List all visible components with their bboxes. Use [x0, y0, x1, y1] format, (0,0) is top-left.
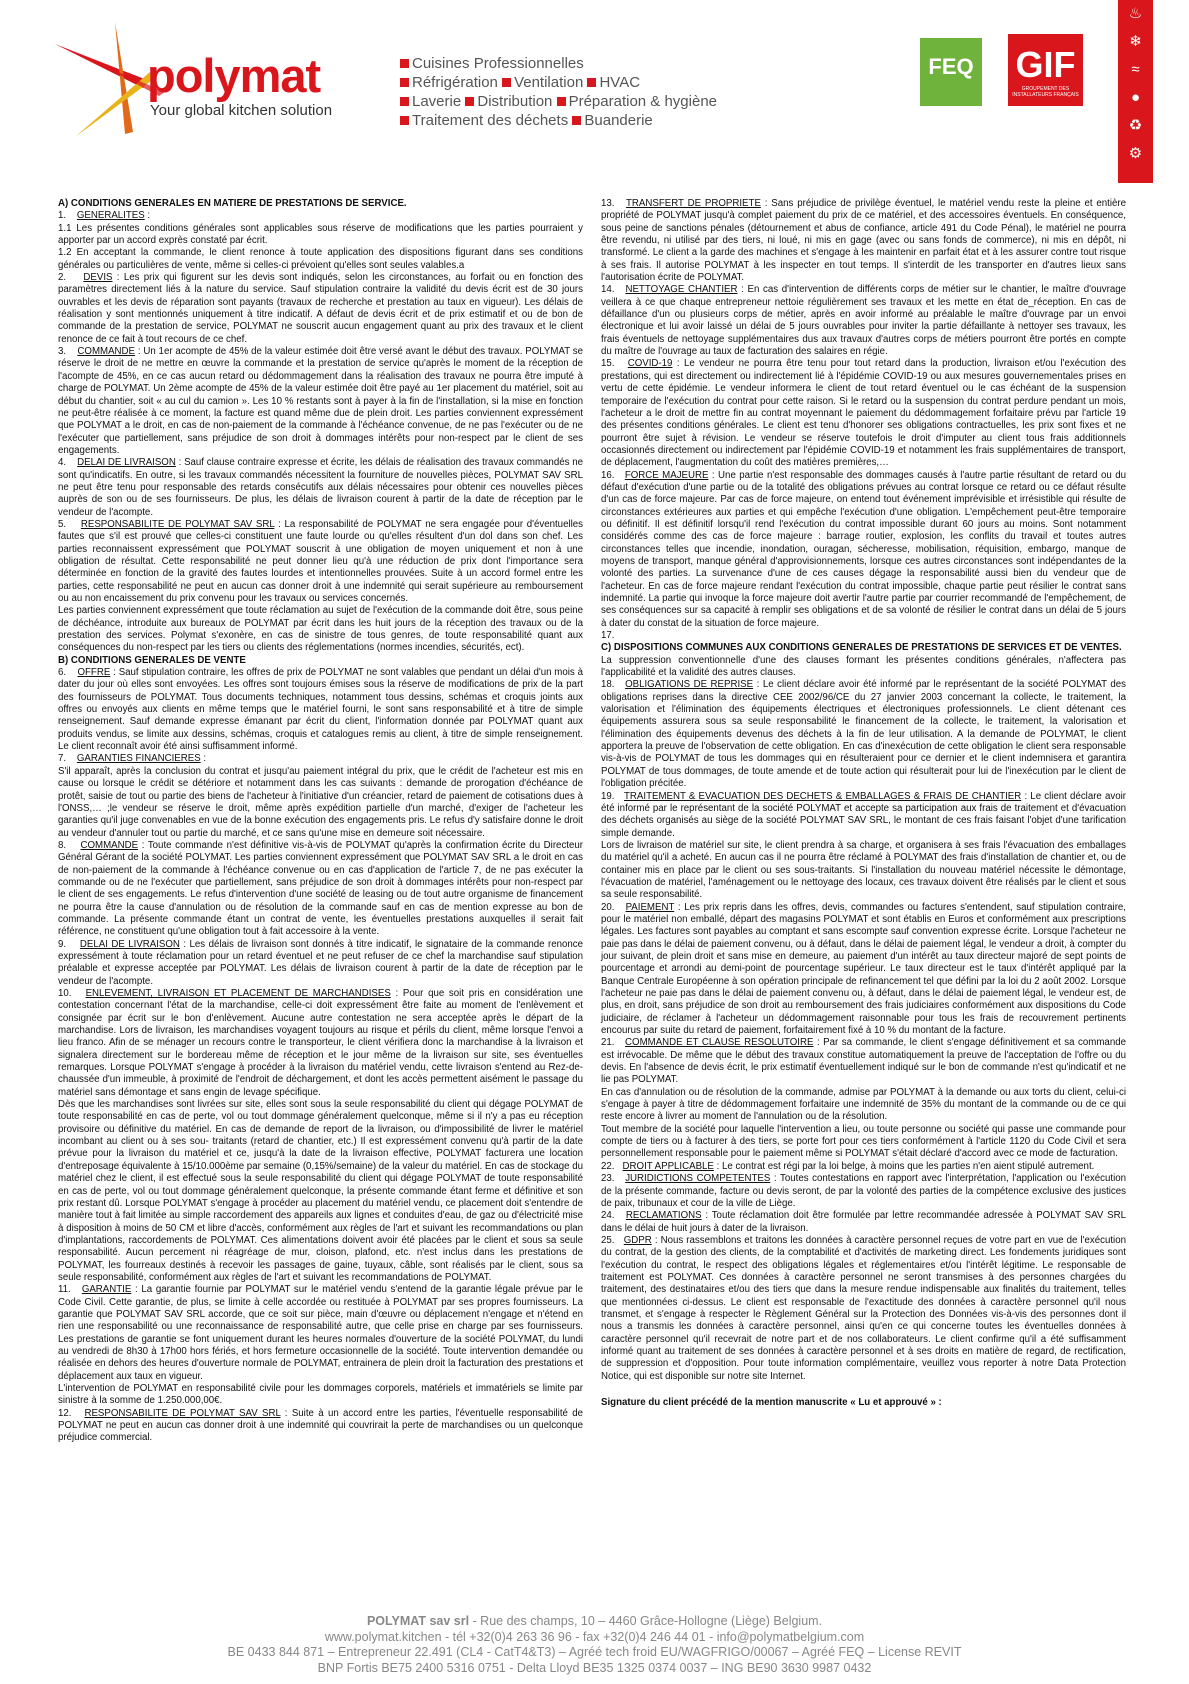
service-icon-bar [1118, 0, 1153, 183]
clause-9: 9. DELAI DE LIVRAISON : Les délais de livraison sont donnés à titre indicatif, le signataire de la commande renonce expressément à toute réclamation pour un retard éventuel et ne peut refuser de ce chef la marchandise sauf stipulation préalable et expresse acceptée par POLYMAT. Les délais de livraison courent à partir de la date de réception par le vendeur de l'acompte. [58, 938, 583, 987]
clause-1: 1. GENERALITES : [58, 210, 151, 222]
clause-11: 11. GARANTIE : La garantie fournie par POLYMAT sur le matériel vendu s'entend de la garantie légale prévue par le Code Civil. Cette garantie, de plus, se limite à celle accordée ou restituée à POLYMAT par ses propres fournisseurs. La garantie que POLYMAT SAV SRL accorde, que ce soit sur pièce, main d'œuvre ou déplacement n'engage et n'étend en rien une responsabilité ou une reconnaissance de responsabilité autre, que celle prise en charge par ses fournisseurs. Les prestations de garantie se font uniquement durant les heures normales d'ouverture de la société POLYMAT, du lundi au vendredi de 8h30 à 17h00 hors fériés, et hors fermeture occasionnelle de la société. Toute intervention demandée ou réalisée en dehors des heures d'ouverture normale de POLYMAT, entrainera de plein droit la facturation des prestations et déplacement aux taux en vigueur. [58, 1284, 583, 1382]
snowflake-icon: ❄ [1129, 33, 1142, 50]
wind-icon: ≈ [1131, 61, 1140, 78]
footer-address: POLYMAT sav srl - Rue des champs, 10 – 4460 Grâce-Hollogne (Liège) Belgium. [366, 1614, 823, 1628]
clause-7: 7. GARANTIES FINANCIERES : [58, 753, 207, 765]
clause-18: 18. OBLIGATIONS DE REPRISE : Le client déclare avoir été informé par le représentant de la société POLYMAT des obligations reprises dans la directive CEE 2002/96/CE du 27 janvier 2003 concernant la collecte, le traitement, la valorisation et l'élimination des équipements électriques et électroniques professionnels. Le client détenant ces équipements assurera sous sa seule responsabilité le financement de la collecte, le traitement, la valorisation et l'élimination des équipements devenus des déchets à la fin de leur utilisation. A la demande de POLYMAT, le client apportera la preuve de l'observation de cette obligation. En cas d'inexécution de cette obligation le client sera responsable vis-à-vis de POLYMAT de tous les dommages qui en résulteraient pour ce dernier et le client indemnisera et garantira POLYMAT de tous dommages, de toute amende et de toute action qui résulterait pour lui de l'inexécution par le client de l'obligation précitée. [601, 679, 1126, 790]
category-list [400, 54, 717, 130]
clause-5-b: Les parties conviennent expressément que toute réclamation au sujet de l'exécution de la commande doit être, sous peine de déchéance, introduite aux bureaux de POLYMAT par écrit dans les huit jours de la réception des travaux ou de la prestation des services. Polymat s'exonère, en cas de sinistre de tous genres, de toute responsabilité quant aux conséquences du non-respect par les tiers ou clients des réglementations (normes incendies, sécurités, ect). [58, 605, 583, 654]
terms-column-right [601, 198, 1126, 1409]
clause-1-1: 1.1 Les présentes conditions générales sont applicables sous réserve de modifications que les parties pourraient y apporter par un accord exprès constaté par écrit. [58, 222, 583, 247]
clause-16: 16. FORCE MAJEURE : Une partie n'est responsable des dommages causés à l'autre partie résultant de retard ou du défaut d'exécution d'une partie ou de la totalité des obligations prévues au contrat lorsque ce retard ou ce défaut résulte d'un cas de force majeure. Par cas de force majeure, on entend tout événement imprévisible et irrésistible qui résulte de circonstances extérieures aux parties et qui empêche l'exécution d'une obligation. L'empêchement peut-être temporaire ou définitif. Il est définitif lorsqu'il rend l'exécution du contrat impossible durant 60 jours au moins. Sont notamment considérés comme des cas de force majeure : barrage routier, explosion, les conflits du travail et toutes autres circonstances telles que incendie, inondation, ouragan, sécheresse, mobilisation, réquisition, embargo, manque de moyens de transport, manque général d'approvisionnements, lorsque ces autres circonstances sont indépendantes de la volonté des parties. La survenance d'une de ces causes dégage la responsabilité aussi bien du vendeur que de l'acheteur. En cas de force majeure rendant l'exécution du contrat impossible, chaque partie peut résilier le contrat sans indemnité. La partie qui invoque la force majeure doit avertir l'autre partie par courrier recommandé de l'empêchement, de ses conséquences sur sa capacité à remplir ses obligations et de sa volonté de résilier le contrat dans un délai de 5 jours à dater du constat de la situation de force majeure. [601, 469, 1126, 629]
clause-20: 20. PAIEMENT : Les prix repris dans les offres, devis, commandes ou factures s'entendent, sauf stipulation contraire, pour le matériel non emballé, départ des magasins POLYMAT et sont établis en Euros et conformément aux prescriptions légales. Les factures sont payables au comptant et sans escompte sauf convention expresse écrite. Lorsque l'acheteur ne paie pas dans le délai de paiement convenu, ou à défaut, dans le délai de paiement légal, le vendeur a droit, à compter du jour suivant, de plein droit et sans mise en demeure, au paiement d'un intérêt au taux directeur majoré de sept points de pourcentage et arrondi au demi-point de pourcentage supérieur. Le taux directeur est le taux d'intérêt appliqué par la Banque Centrale Européenne à son opération principale de refinancement tel que défini par la loi du 2 août 2002. Lorsque l'acheteur ne paie pas dans le délai de paiement convenu ou, à défaut, dans le délai de paiement légal, le vendeur est, de plus, en droit, sans préjudice de son droit au remboursement des frais judiciaires conformément aux dispositions du Code judiciaire, de réclamer à l'acheteur un dédommagement raisonnable pour tous les frais de recouvrement pertinents encourus par suite du retard de paiement, forfaitairement fixé à 10 % du montant de la facture. [601, 901, 1126, 1037]
terms-column-left [58, 198, 583, 1445]
section-heading-b: B) CONDITIONS GENERALES DE VENTE [58, 654, 246, 666]
clause-22: 22. DROIT APPLICABLE : Le contrat est régi par la loi belge, à moins que les parties n'en aient stipulé autrement. [601, 1160, 1095, 1172]
category-item: Distribution [477, 93, 553, 110]
flame-icon: ♨ [1128, 5, 1143, 22]
category-item: Ventilation [514, 74, 584, 91]
logo-name: polymat [147, 49, 321, 102]
section-heading-c: C) DISPOSITIONS COMMUNES AUX CONDITIONS GENERALES DE PRESTATIONS DE SERVICES ET DE VENTES. [601, 642, 1122, 654]
clause-1-2: 1.2 En acceptant la commande, le client renonce à toute application des dispositions figurant dans ses conditions générales ou particulières de vente, même si celles-ci prévoient qu'elles sont seules valables.a [58, 247, 583, 271]
page-header [0, 0, 1189, 185]
footer-registration: BE 0433 844 871 – Entrepreneur 22.491 (CL4 - CatT4&T3) – Agréé tech froid EU/WAGFRIGO/00067 – Agréé FEQ – License REVIT [227, 1645, 962, 1659]
category-item: Buanderie [584, 112, 653, 129]
clause-19: 19. TRAITEMENT & EVACUATION DES DECHETS & EMBALLAGES & FRAIS DE CHANTIER : Le client déclare avoir été informé par le représentant de la société POLYMAT et accepte sa participation aux frais de traitement et d'évacuation des déchets organisés au siège de la société POLYMAT SAV SRL, le montant de ces frais faisant l'objet d'une tarification simple demande. [601, 790, 1126, 839]
clause-7-text: S'il apparaît, après la conclusion du contrat et jusqu'au paiement intégral du prix, que le crédit de l'acheteur est mis en cause ou lorsque le crédit se détériore et notamment dans les cas suivants : demande de prorogation d'échéance de protêt, saisie de tout ou partie des biens de l'acheteur à l'initiative d'un créancier, retard de paiement de cotisations dues à l'ONSS,… ;le vendeur se réserve le droit, même après expédition partielle d'un marché, d'exiger de l'acheteur les garanties qu'il juge convenables en vue de la bonne exécution des engagements pris. Le refus d'y satisfaire donne le droit au vendeur d'annuler tout ou partie du marché, et ce sans qu'une mise en demeure soit nécessaire. [58, 765, 583, 839]
gif-badge: GIF GROUPEMENT DES INSTALLATEURS FRANÇAIS [1008, 34, 1083, 106]
clause-21-c: Tout membre de la société pour laquelle l'intervention a lieu, ou toute personne ou société qui passe une commande pour compte de tiers ou à facturer à des tiers, se porte fort pour ces tiers conformément à l'article 1120 du Code Civil et sera personnellement responsable pour le paiement même si POLYMAT s'était déclaré d'accord avec ce mode de facturation. [601, 1123, 1126, 1160]
category-item: HVAC [599, 74, 641, 91]
clause-24: 24. RECLAMATIONS : Toute réclamation doit être formulée par lettre recommandée adressée à POLYMAT SAV SRL dans le délai de huit jours à dater de la livraison. [601, 1210, 1126, 1234]
clause-14: 14. NETTOYAGE CHANTIER : En cas d'intervention de différents corps de métier sur le chantier, le maître d'ouvrage veillera à ce que chaque entrepreneur nettoie régulièrement ses travaux et les mette en état de_réception. En cas de défaillance d'un ou plusieurs corps de métier, après en avoir informé au préalable le maître d'ouvrage par un envoi électronique et lui avoir laissé un délai de 5 jours ouvrables pour inviter la partie défaillante à nettoyer ses travaux, les frais éventuels de nettoyage supplémentaires dus aux travaux d'autres corps de métiers pourront être portés en compte du maître de l'ouvrage au taux de facturation des salaires en régie. [601, 284, 1126, 358]
clause-25: 25. GDPR : Nous rassemblons et traitons les données à caractère personnel reçues de votre part en vue de l'exécution du contrat, de la gestion des clients, de la comptabilité et d'activités de marketing direct. Les fondements juridiques sont l'exécution du contrat, le respect des obligations légales et réglementaires et/ou l'intérêt légitime. Le responsable de traitement est POLYMAT. Ces données à caractère personnel ne seront transmises à des personnes chargées du traitement, des destinataires et/ou des tiers que dans la mesure rendue indispensable aux finalités du traitement, telles que mentionnées ci-dessus. Le client est responsable de l'exactitude des données à caractère personnel qu'il nous transmet, et s'engage à respecter le Règlement Général sur la Protection des Données vis-à-vis des personnes dont il nous a transmis les données à caractère personnel, ainsi qu'en ce qui concerne toutes les éventuelles données à caractère personnel qu'il recevrait de notre part et de nos collaborateurs. Le client confirme qu'il a été suffisamment informé quant au traitement de ses données à caractère personnel et à ses droits en matière de regard, de rectification, de suppression et d'opposition. Pour toute information complémentaire, veuillez vous reporter à notre Data Protection Notice, qui est disponible sur notre site Internet. [601, 1234, 1126, 1382]
clause-21: 21. COMMANDE ET CLAUSE RESOLUTOIRE : Par sa commande, le client s'engage définitivement et sa commande est irrévocable. De même que le début des travaux constitue automatiquement la preuve de l'acceptation de l'offre ou du devis. En l'absence de devis écrit, le prix estimatif éventuellement indiqué sur le bon de commande n'est qu'indicatif et ne lie pas POLYMAT. [601, 1037, 1126, 1086]
clause-8: 8. COMMANDE : Toute commande n'est définitive vis-à-vis de POLYMAT qu'après la confirmation écrite du Directeur Général Gérant de la société POLYMAT. Les parties conviennent expressément que POLYMAT SAV SRL a le droit en cas de non-paiement de la commande à l'échéance convenue ou en cas d'application de l'article 7, de ne pas exécuter la commande ou de ne l'exécuter que partiellement, sans préjudice de son droit à dommages intérêts pour non-respect par le client de ses engagements. Le refus d'intervention d'une société de leasing ou de tout autre organisme de financement ne pourra être la cause d'annulation ou de résolution de la commande sauf en cas de mention expresse au bon de commande. La présente commande étant un contrat de vente, les éventuelles prestations auxquelles il serait fait référence, ne constituent qu'une obligation tout à fait accessoire à la vente. [58, 839, 583, 938]
signature-line: Signature du client précédé de la mention manuscrite « Lu et approuvé » : [601, 1397, 942, 1408]
clause-23: 23. JURIDICTIONS COMPETENTES : Toutes contestations en rapport avec l'interprétation, l'application ou l'exécution de la présente commande, facture ou devis seront, de par la volonté des parties de la compétence exclusive des justices de paix, tribunaux et cour de la ville de Liège. [601, 1173, 1127, 1209]
clause-13: 13. TRANSFERT DE PROPRIETE : Sans préjudice de privilège éventuel, le matériel vendu reste la pleine et entière propriété de POLYMAT jusqu'à complet paiement du prix de ce matériel, et des accessoires éventuels. En conséquence, sous peine de sanctions pénales (détournement et abus de confiance, article 491 du Code Pénal), le matériel ne pourra être revendu, ni utilisé par des tiers, ni loué, ni mis en gage (avec ou sans fonds de commerce), ni mis en dépôt, ni transformé. Le client a la garde des machines et s'engage à les maintenir en parfait état et à les assurer contre tout risque à ses frais. Il autorise POLYMAT à les inspecter en tout temps. Il s'interdit de les transporter en d'autres lieux sans l'autorisation écrite de POLYMAT. [601, 198, 1126, 284]
logo-tagline: Your global kitchen solution [150, 102, 333, 119]
category-item: Laverie [412, 93, 462, 110]
footer-contact: www.polymat.kitchen - tél +32(0)4 263 36 96 - fax +32(0)4 246 44 01 - info@polymatbelgium.com [324, 1629, 865, 1644]
category-item: Réfrigération [412, 74, 498, 91]
category-item: Traitement des déchets [412, 112, 569, 129]
gear-icon: ⚙ [1128, 145, 1143, 162]
footer-bank: BNP Fortis BE75 2400 5316 0751 - Delta Lloyd BE35 1325 0374 0037 – ING BE90 3630 9987 0432 [317, 1660, 872, 1675]
clause-4: 4. DELAI DE LIVRAISON : Sauf clause contraire expresse et écrite, les délais de réalisation des travaux commandés ne sont qu'indicatifs. En outre, si les travaux commandés nécessitent la fourniture de nouvelles pièces, POLYMAT SAV SRL ne peut être tenu pour responsable des retards consécutifs aux délais nécessaires pour obtenir ces nouvelles pièces auprès de son ou de ses fournisseurs. De plus, les délais de livraison courent à partir de la date de réception par le vendeur de l'acompte. [58, 457, 583, 518]
feq-badge: FEQ [920, 38, 982, 106]
clause-10-b: Dès que les marchandises sont livrées sur site, elles sont sous la seule responsabilité du client qui dégage POLYMAT de toute responsabilité en cas de perte, vol ou tout dommage généralement quelconque, même si il n'y a pas eu réception provisoire ou définitive du matériel. En cas de demande de report de la livraison, ou d'impossibilité de livrer le matériel incombant au client ou à ses sou- traitants (retard de chantier, etc.) Il est expressément convenu qu'à partir de la date prévue pour la livraison du matériel et ce, jusqu'à la date de la livraison effective, POLYMAT facturera une location d'entreposage équivalente à 15/10.000ème par semaine (0,15%/semaine) de la valeur du matériel. En cas de stockage du matériel chez le client, il est effectué sous la seule responsabilité du client qui dégage POLYMAT de toute responsabilité en cas de perte, vol ou tout dommage généralement quelconque, la présente commande étant ferme et définitive et son prix restant dû. Lorsque POLYMAT s'engage à procéder au placement du matériel vendu, ce placement doit s'entendre de manière tout à fait limitée au simple raccordement des appareils aux lignes et conduites d'eau, de gaz ou d'électricité mise à disposition à moins de 50 CM et libre d'accès, conformément aux règles de l'art et suivant les recommandations ou plan d'implantations, raccordements de POLYMAT. Ces alimentations doivent avoir été placées par le client et sous sa seule responsabilité. Aucun percement ni réagréage de mur, cloison, plafond, etc. n'est inclus dans les prestations de POLYMAT, les fourreaux destinés à recevoir les passages de gaine, tuyaux, câble, sont réalisés par le client, sous sa seule responsabilité, conformément aux règles de l'art et suivant les recommandations de POLYMAT. [58, 1099, 583, 1283]
page-footer [0, 1614, 1189, 1676]
clause-5: 5. RESPONSABILITE DE POLYMAT SAV SRL : La responsabilité de POLYMAT ne sera engagée pour d'éventuelles fautes que s'il est prouvé que celles-ci constituent une faute lourde ou qu'elles résultent d'un dol dans son chef. Les parties reconnaissent expressément que POLYMAT souscrit à une obligation de moyen uniquement et non à une obligation de résultat. Cette responsabilité ne peut donner lieu qu'à une réduction de prix dont l'importance sera déterminée en fonction de la gravité des fautes lourdes et intentionnelles prouvées. Suite à un accord formel entre les parties, cette responsabilité ne peut en aucun cas donner droit à une indemnité qui serait supérieure au remboursement ou au non encaissement du prix convenu pour les travaux ou services concernés. [58, 518, 583, 604]
clause-6: 6. OFFRE : Sauf stipulation contraire, les offres de prix de POLYMAT ne sont valables que pendant un délai d'un mois à dater du jour où elles sont envoyées. Les offres sont toujours émises sous la réserve de modifications de prix de la part des fournisseurs de POLYMAT. Tous documents techniques, notamment tous dessins, schémas et croquis joints aux offres ou envoyés aux clients en même temps que le matériel fourni, le sont sans responsabilité et à titre de simple renseignement. Sauf demande expresse émanant par écrit du client, l'information donnée par POLYMAT quant aux produits vendus, se limite aux dessins, schémas, croquis et catalogues remis au client, à titre de simple renseignement. Le client reconnaît avoir été ainsi suffisamment informé. [58, 667, 583, 753]
clause-2: 2. DEVIS : Les prix qui figurent sur les devis sont indiqués, selon les circonstances, au forfait ou en fonction des paramètres directement liés à la nature du service. Sauf stipulation contraire la validité du devis écrit est de 30 jours ouvrables et les devis de réparation sont payants (travaux de recherche et prestation au taux en vigueur). Les délais de réalisation y sont mentionnés uniquement à titre indicatif. A défaut de devis écrit et de prix estimatif et ou de bon de commande de la prestation de service, POLYMAT ne souscrit aucun engagement quant au prix des travaux et le client renonce de ce fait à tout recours de ce chef. [58, 272, 583, 345]
drop-icon: ● [1130, 89, 1141, 106]
category-item: Préparation & hygiène [568, 93, 718, 110]
clause-19-b: Lors de livraison de matériel sur site, le client prendra à sa charge, et organisera à ses frais l'évacuation des emballages du matériel qu'il a acheté. En aucun cas il ne pourra être réclamé à POLYMAT des frais d'installation de chantier et, ou de container mis en place par le client ou ses sous-traitants. Si l'installation du nouveau matériel nécessite le démontage, l'évacuation de matériel, l'aménagement ou le nettoyage des locaux, ces travaux doivent être réalisés par le client et sous sa seule responsabilité. [601, 839, 1126, 901]
clause-12: 12. RESPONSABILITE DE POLYMAT SAV SRL : Suite à un accord entre les parties, l'éventuelle responsabilité de POLYMAT ne peut en aucun cas donner droit à une indemnité qui couvrirait la perte de marchandises ou un quelconque préjudice commercial. [58, 1407, 584, 1444]
clause-21-b: En cas d'annulation ou de résolution de la commande, admise par POLYMAT à la demande ou aux torts du client, celui-ci s'engage à payer à titre de dédommagement forfaitaire une indemnité de 35% du montant de la commande ou de ce qui reste encore à livrer au moment de l'annulation ou de la résolution. [601, 1086, 1126, 1123]
section-heading-a: A) CONDITIONS GENERALES EN MATIERE DE PRESTATIONS DE SERVICE. [58, 198, 407, 209]
clause-3: 3. COMMANDE : Un 1er acompte de 45% de la valeur estimée doit être versé avant le début des travaux. POLYMAT se réserve le droit de ne mettre en œuvre la commande et la prestation de service qu'après le moment de la réception de l'acompte de 45%, en ce cas aucun retard ou dédommagement dans la réalisation des travaux ne pourra être imputé à charge de POLYMAT. Un 2ème acompte de 45% de la valeur estimée doit être payé au 1er placement du matériel, soit au début du chantier, soit « au cul du camion ». Les 10 % restants sont à payer à la fin de l'installation, si la mise en fonction ne peut-être réalisée à ce moment, la facture est quand même due de plein droit. Les parties conviennent expressément que POLYMAT a le droit, en cas de non-paiement de la commande à l'échéance convenue, de ne pas l'exécuter ou de ne l'exécuter que partiellement, sans préjudice de son droit à dommages intérêts pour non-respect par le client de ses engagements. [58, 346, 583, 456]
clause-15: 15. COVID-19 : Le vendeur ne pourra être tenu pour tout retard dans la production, livraison et/ou l'exécution des prestations, qui est directement ou indirectement lié à l'épidémie COVID-19 ou aux mesures gouvernementales prises en vertu de cette épidémie. Le vendeur informera le client de tout retard éventuel ou le cas échéant de la suspension temporaire de l'exécution du contrat pour cette raison. Si le retard ou la suspension du contrat perdure pendant un mois, l'acheteur a le droit de mettre fin au contrat moyennant le paiement du dédommagement forfaitaire prévu par l'article 19 des présentes conditions générales. Le client est tenu d'honorer ses obligations contractuelles, les prix sont fixes et ne pourront être sujet à révision. Le vendeur se réserve toutefois le droit d'imputer au client tous frais additionnels occasionnés directement ou indirectement par l'épidémie COVID-19 et notamment les frais supplémentaires de transport, de déplacement, l'augmentation du coût des matières premières,… [601, 358, 1126, 469]
clause-17: 17. [601, 630, 615, 642]
clause-10: 10. ENLEVEMENT, LIVRAISON ET PLACEMENT DE MARCHANDISES : Pour que soit pris en considération une contestation concernant l'état de la marchandise, celle-ci doit expressément être faite au moment de l'enlèvement et consignée par écrit sur le bon d'enlèvement. Aucune autre contestation ne sera acceptée après le départ de la marchandise. Lors de livraison, les marchandises voyagent toujours au risque et périls du client, même lorsque l'envoi a lieu franco. Afin de se ménager un recours contre le transporteur, le client vérifiera donc la marchandise à la livraison et signalera directement sur le bordereau même de réception et le jour même de la livraison sur site, ses éventuelles remarques. Lorsque POLYMAT s'engage à procéder à la livraison du matériel vendu, cette livraison s'entend au Rez-de-chaussée d'un immeuble, à proximité de l'endroit de déchargement, et dont les accès permettent aisément le passage du matériel sans démontage et sans engin de levage spécifique. [58, 988, 583, 1098]
clause-11-b: L'intervention de POLYMAT en responsabilité civile pour les dommages corporels, matériels et immatériels se limite par sinistre à la somme de 1.250.000,00€. [58, 1383, 583, 1407]
category-item: Cuisines Professionnelles [412, 55, 584, 72]
section-c-intro: La suppression conventionnelle d'une des clauses formant les présentes conditions générales, n'affectera pas l'applicabilité et la validité des autres clauses. [601, 654, 1126, 679]
recycle-icon: ♻ [1128, 117, 1143, 134]
